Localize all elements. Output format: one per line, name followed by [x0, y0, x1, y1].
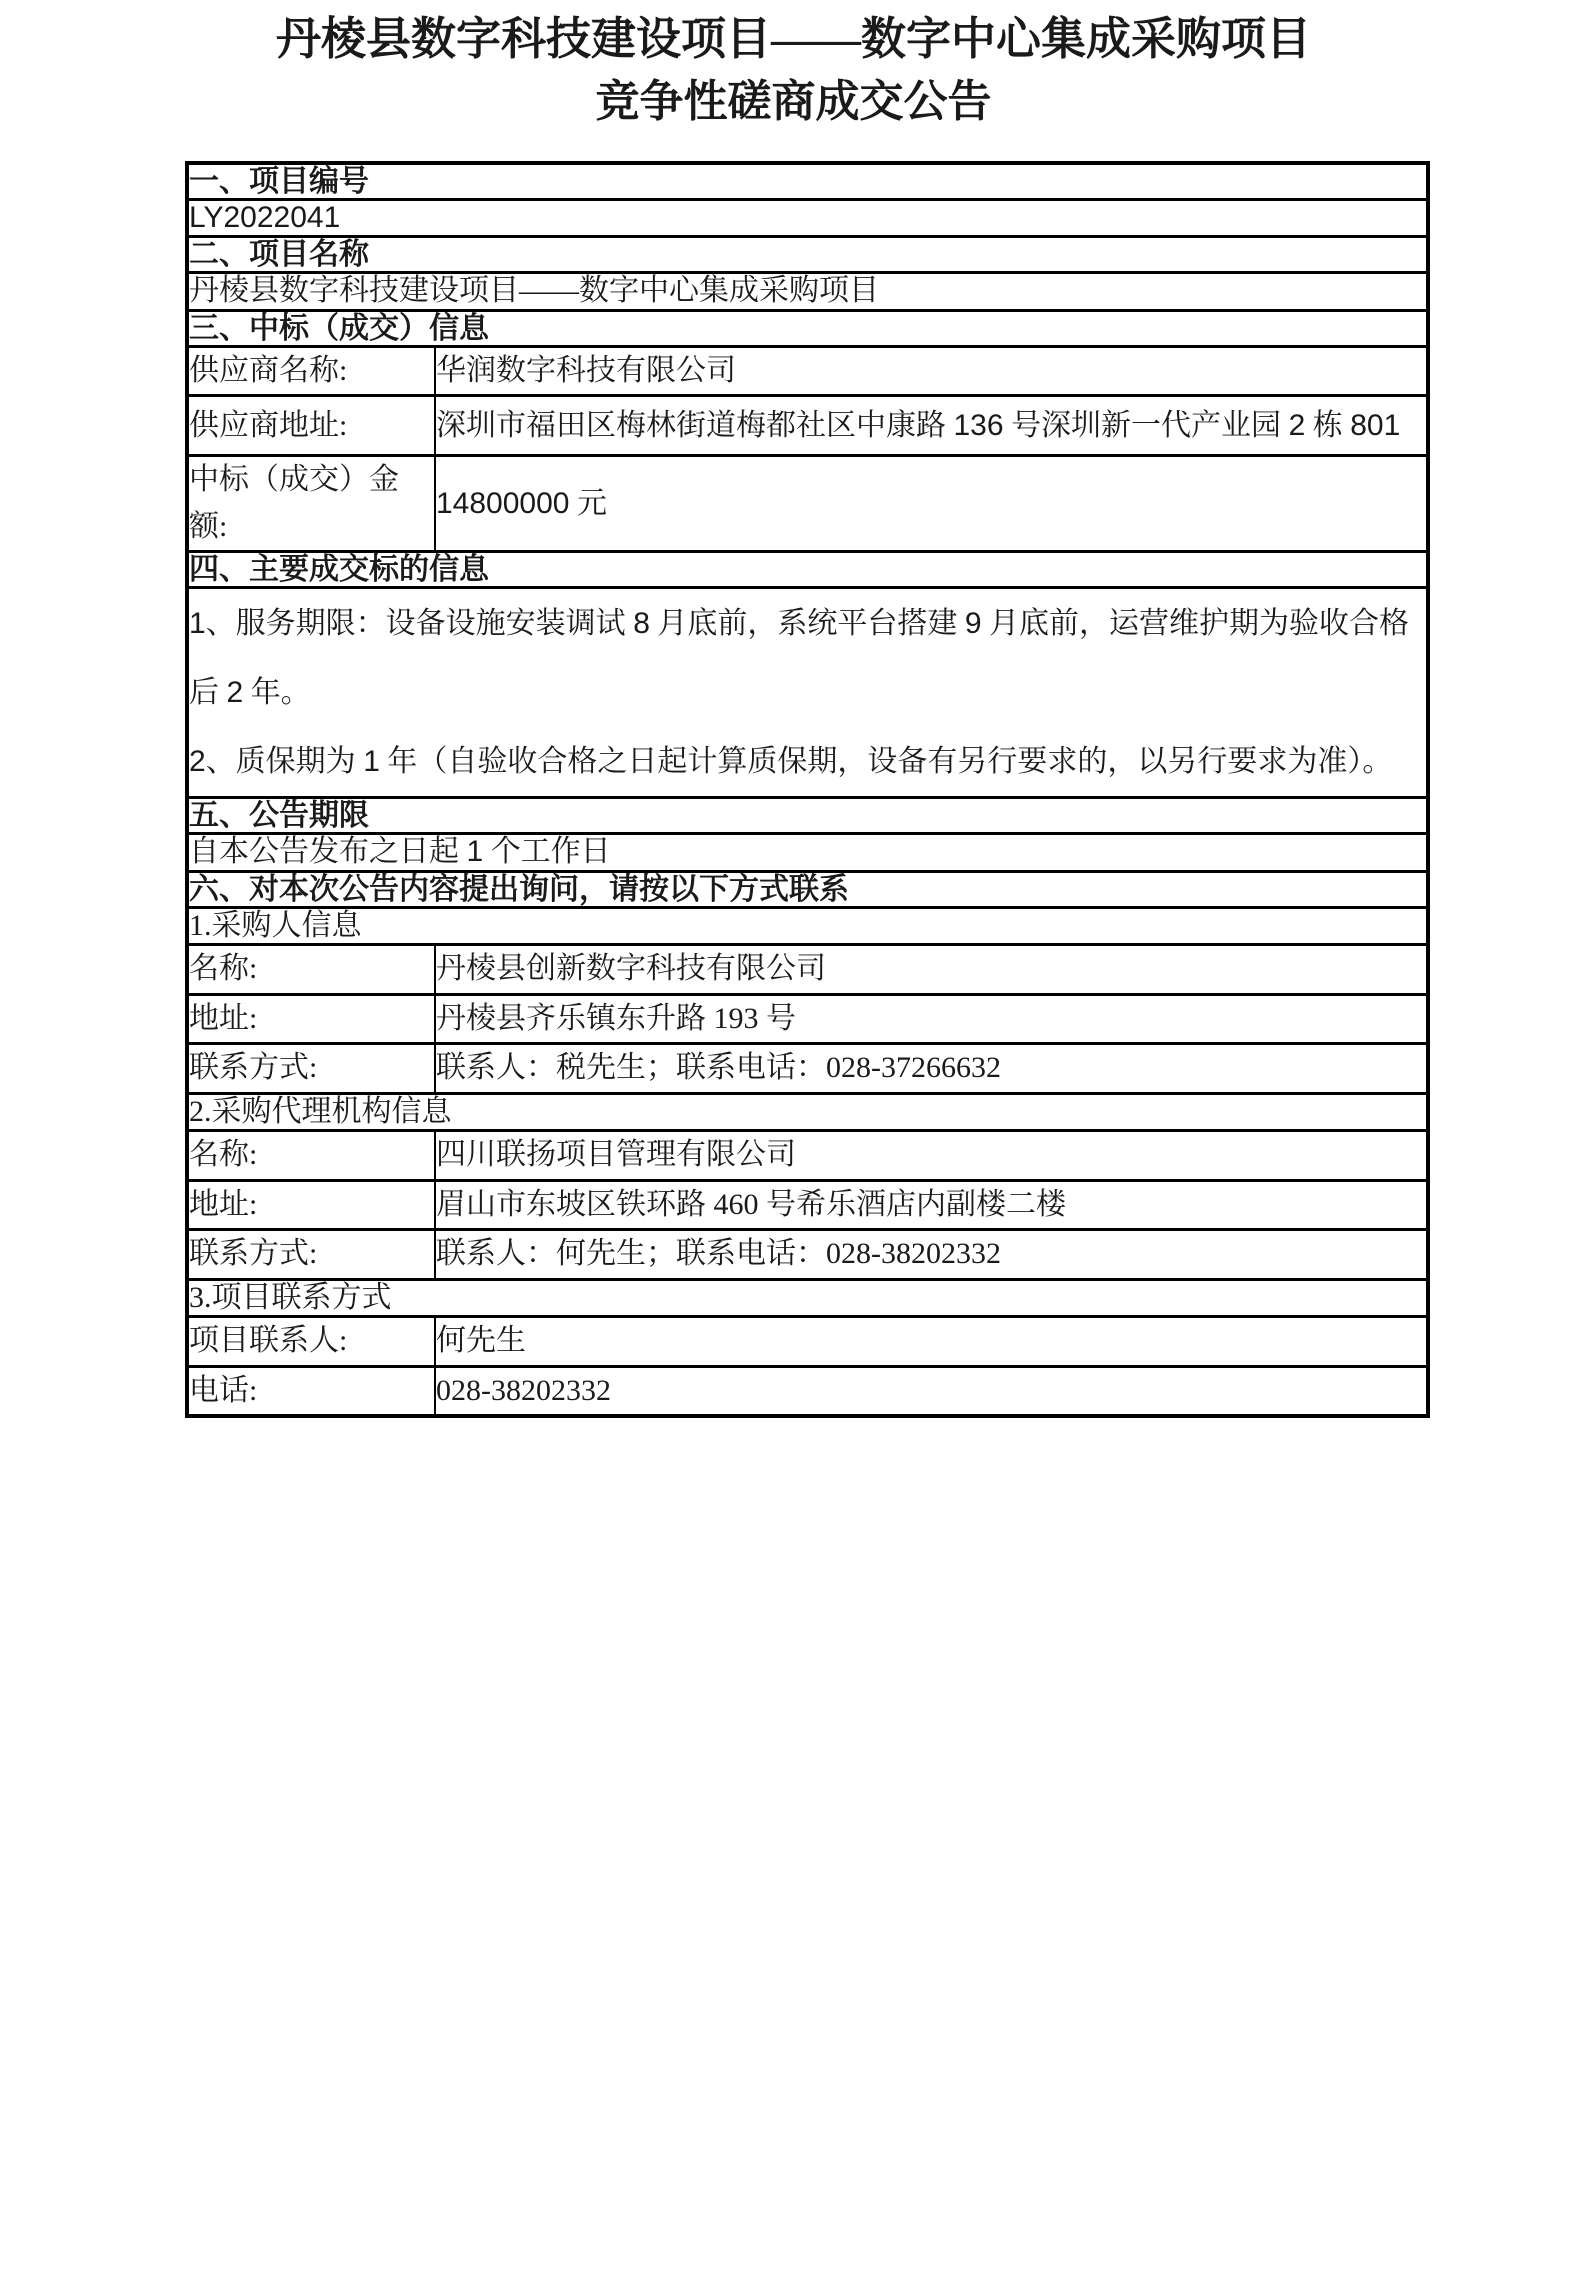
text-segment: 年（自验收合格之日起计算质保期，设备有另行要求的，以另行要求为准）。 — [379, 745, 1393, 779]
section-5-heading: 五、公告期限 — [187, 798, 1428, 834]
table-row — [187, 1131, 1428, 1181]
table-row — [187, 945, 1428, 995]
table-row — [187, 588, 1428, 798]
table-row — [187, 237, 1428, 273]
text-segment: 、质保期为 — [205, 745, 364, 779]
agency-name-label: 名称: — [187, 1131, 435, 1181]
text-segment: LY2022041 — [189, 200, 341, 234]
table-row — [187, 871, 1428, 907]
supplier-name-label: 供应商名称: — [187, 346, 435, 396]
table-row — [187, 1180, 1428, 1230]
table-row — [187, 273, 1428, 311]
supplier-name-value: 华润数字科技有限公司 — [435, 346, 1428, 396]
text-segment: 号深圳新一代产业园 — [1003, 409, 1289, 443]
agency-address-value: 眉山市东坡区铁环路 460 号希乐酒店内副楼二楼 — [435, 1180, 1428, 1230]
table-row — [187, 396, 1428, 456]
text-segment: 8 — [633, 607, 650, 641]
project-contact-subheading: 3.项目联系方式 — [187, 1279, 1428, 1317]
agency-contact-label: 联系方式: — [187, 1230, 435, 1280]
table-row — [187, 163, 1428, 200]
section-2-heading: 二、项目名称 — [187, 237, 1428, 273]
table-row — [187, 798, 1428, 834]
purchaser-name-value: 丹棱县创新数字科技有限公司 — [435, 945, 1428, 995]
supplier-address-value — [435, 396, 1428, 456]
table-row — [187, 456, 1428, 552]
project-name-value: 丹棱县数字科技建设项目——数字中心集成采购项目 — [187, 273, 1428, 311]
table-row — [187, 1366, 1428, 1416]
document-title-line2: 竞争性磋商成交公告 — [595, 77, 992, 126]
section-1-heading: 一、项目编号 — [187, 163, 1428, 200]
award-amount-label: 中标（成交）金额: — [187, 456, 435, 552]
text-segment: 元 — [569, 486, 607, 520]
table-row — [187, 1317, 1428, 1367]
purchaser-address-label: 地址: — [187, 994, 435, 1044]
notice-period-value — [187, 834, 1428, 872]
project-contact-phone-value: 028-38202332 — [435, 1366, 1428, 1416]
text-segment: 、服务期限：设备设施安装调试 — [205, 607, 634, 641]
table-row — [187, 552, 1428, 588]
table-row — [187, 310, 1428, 346]
purchaser-contact-value: 联系人：税先生；联系电话：028-37266632 — [435, 1044, 1428, 1094]
table-row — [187, 907, 1428, 945]
service-period-text — [189, 589, 1426, 727]
agency-info-subheading: 2.采购代理机构信息 — [187, 1093, 1428, 1131]
project-contact-phone-label: 电话: — [187, 1366, 435, 1416]
text-segment: 14800000 — [436, 486, 570, 520]
section-4-heading: 四、主要成交标的信息 — [187, 552, 1428, 588]
table-row — [187, 1230, 1428, 1280]
table-row — [187, 199, 1428, 237]
agency-contact-value: 联系人：何先生；联系电话：028-38202332 — [435, 1230, 1428, 1280]
table-row — [187, 1093, 1428, 1131]
purchaser-contact-label: 联系方式: — [187, 1044, 435, 1094]
text-segment: 2 — [189, 745, 206, 779]
project-contact-person-value: 何先生 — [435, 1317, 1428, 1367]
text-segment: 2 — [1288, 409, 1306, 443]
section-6-heading: 六、对本次公告内容提出询问，请按以下方式联系 — [187, 871, 1428, 907]
text-segment: 1 — [466, 835, 484, 869]
table-row — [187, 346, 1428, 396]
agency-address-label: 地址: — [187, 1180, 435, 1230]
text-segment: 月底前，系统平台搭建 — [649, 607, 965, 641]
table-row — [187, 994, 1428, 1044]
text-segment: 个工作日 — [483, 835, 611, 869]
announcement-page — [0, 12, 1587, 2289]
text-segment: 1 — [363, 745, 380, 779]
warranty-period-text — [189, 727, 1426, 796]
text-segment: 自本公告发布之日起 — [189, 835, 467, 869]
document-title-line1: 丹棱县数字科技建设项目——数字中心集成采购项目 — [275, 14, 1311, 64]
agency-name-value: 四川联扬项目管理有限公司 — [435, 1131, 1428, 1181]
text-segment: 9 — [964, 607, 982, 641]
text-segment: 2 — [226, 676, 244, 710]
text-segment: 801 — [1350, 409, 1401, 443]
award-amount-value — [435, 456, 1428, 552]
table-row — [187, 1279, 1428, 1317]
text-segment: 1 — [189, 607, 206, 641]
table-row — [187, 1044, 1428, 1094]
announcement-table — [185, 161, 1430, 1419]
purchaser-name-label: 名称: — [187, 945, 435, 995]
project-contact-person-label: 项目联系人: — [187, 1317, 435, 1367]
text-segment: 栋 — [1305, 409, 1351, 443]
text-segment: 136 — [953, 409, 1004, 443]
project-number-value — [187, 199, 1428, 237]
award-subject-info — [187, 588, 1428, 798]
text-segment: 月底前，运营维护期为验收合格后 — [189, 607, 1410, 710]
supplier-address-label: 供应商地址: — [187, 396, 435, 456]
section-3-heading: 三、中标（成交）信息 — [187, 310, 1428, 346]
text-segment: 年。 — [243, 676, 311, 710]
purchaser-address-value: 丹棱县齐乐镇东升路 193 号 — [435, 994, 1428, 1044]
text-segment: 深圳市福田区梅林街道梅都社区中康路 — [436, 409, 954, 443]
table-row — [187, 834, 1428, 872]
purchaser-info-subheading: 1.采购人信息 — [187, 907, 1428, 945]
